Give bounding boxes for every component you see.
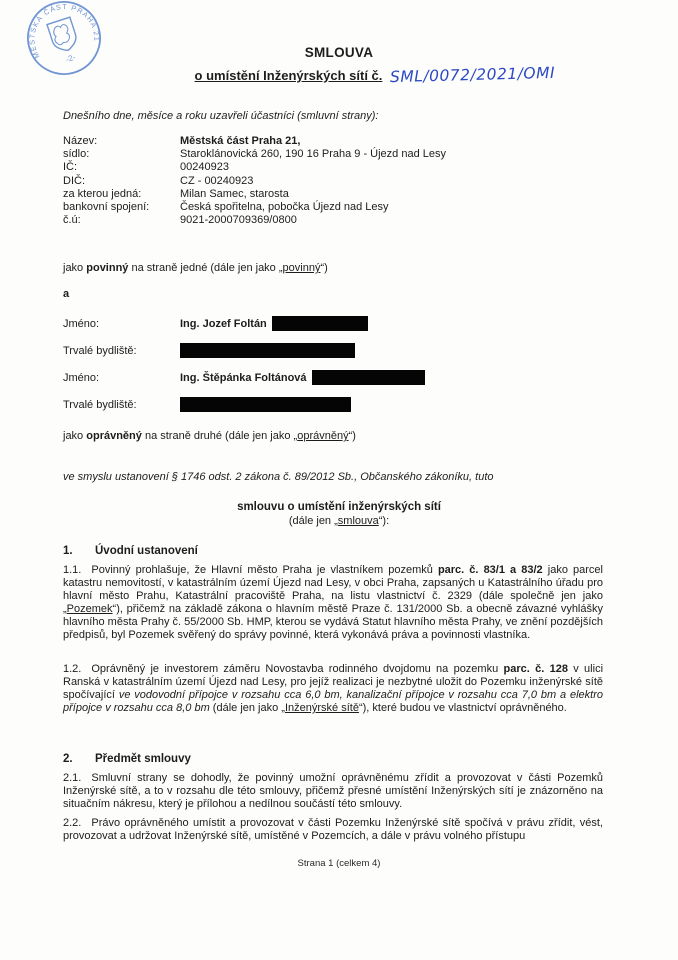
party-label: IČ: (63, 161, 78, 174)
contract-subject-title (0, 501, 678, 528)
party-label: bankovní spojení: (63, 201, 150, 214)
party-block (63, 135, 603, 227)
person-label: Trvalé bydliště: (63, 398, 137, 411)
section-number: 1. (63, 545, 73, 557)
party-label: za kterou jedná: (63, 187, 142, 200)
stamp-number: -2- (64, 52, 77, 65)
party-row-sidlo (63, 148, 603, 161)
redaction-box (312, 370, 425, 385)
party-label: č.ú: (63, 214, 81, 227)
party-value: Milan Samec, starosta (180, 187, 289, 200)
party-row-ic (63, 161, 603, 174)
party-row-dic (63, 175, 603, 188)
person-row (63, 391, 603, 418)
section-title: Úvodní ustanovení (95, 545, 198, 557)
stamp-ring-text: MĚSTSKÁ ČÁST PRAHA 21 (27, 2, 102, 60)
person-label: Trvalé bydliště: (63, 344, 137, 357)
contract-title: SMLOUVA (304, 45, 374, 60)
party-value: Městská část Praha 21, (180, 135, 301, 147)
party-label: Název: (63, 135, 98, 147)
contract-subtitle-line (0, 63, 678, 87)
section-heading-2 (63, 753, 603, 765)
clause-opravneny: jako oprávněný na straně druhé (dále jen jako „oprávněný“) (63, 430, 356, 442)
intro-line: Dnešního dne, měsíce a roku uzavřeli účastníci (smluvní strany): (63, 110, 379, 122)
paragraph-2-1: 2.1. Smluvní strany se dohodly, že povinný umožní oprávněnému zřídit a provozovat v části Pozemků Inženýrské sítě, a to v rozsahu dle této smlouvy, přičemž přesné umístění Inženýrských sítí je znázorněno na situačním nákresu, který je přílohou a nedílnou součástí této smlouvy. (63, 772, 603, 810)
subject-line1: smlouvu o umístění inženýrských sítí (237, 501, 441, 513)
party-value: 9021-2000709369/0800 (180, 214, 297, 227)
redaction-box (272, 316, 368, 331)
section-number: 2. (63, 753, 73, 765)
section-heading-1 (63, 545, 603, 557)
party-value: Česká spořitelna, pobočka Újezd nad Lesy (180, 201, 389, 214)
redaction-box (180, 343, 355, 358)
and-separator: a (63, 288, 70, 300)
paragraph-1-2: 1.2. Oprávněný je investorem záměru Novostavba rodinného dvojdomu na pozemku parc. č. 128 v ulici Ranská v katastrálním území Újezd nad Lesy, pro jejíž realizaci je nezbytné uložit do Pozemku inženýrské sítě spočívající ve vodovodní přípojce v rozsahu cca 6,0 bm, kanalizační přípojce v rozsahu cca 7,0 bm a elektro přípojce v rozsahu cca 8,0 bm (dále jen jako „Inženýrské sítě“), které budou ve vlastnictví oprávněného. (63, 663, 604, 714)
persons-block (63, 310, 603, 418)
party-value: CZ - 00240923 (180, 174, 254, 187)
contract-subtitle: o umístění Inženýrských sítí č. (194, 68, 383, 83)
person-name: Ing. Jozef Foltán (180, 317, 267, 330)
page-footer: Strana 1 (celkem 4) (297, 858, 381, 869)
party-value: 00240923 (180, 161, 229, 174)
person-row (63, 337, 603, 364)
party-label: sídlo: (63, 148, 90, 161)
person-label: Jméno: (63, 317, 100, 330)
party-row-jedna (63, 188, 603, 201)
paragraph-2-2: 2.2. Právo oprávněného umístit a provozovat v části Pozemku Inženýrské sítě spočívá v právu zřídit, vést, provozovat a udržovat Inženýrské sítě, umístěné v Pozemcích, a dále v právu volného přístupu (63, 817, 603, 842)
redaction-box (180, 397, 351, 412)
party-row-nazev (63, 135, 603, 148)
person-row (63, 310, 603, 337)
legal-preamble: ve smyslu ustanovení § 1746 odst. 2 zákona č. 89/2012 Sb., Občanského zákoníku, tuto (63, 471, 494, 483)
paragraph-1-1: 1.1. Povinný prohlašuje, že Hlavní město Praha je vlastníkem pozemků parc. č. 83/1 a 83/2 jako parcel katastru nemovitostí, v katastrálním území Újezd nad Lesy, v obci Praha, zapsaných u Katastrálního úřadu pro hlavní město Prahu, Katastrální pracoviště Praha, na listu vlastnictví č. 2329 (dále společně jen jako „Pozemek“), přičemž na základě zákona o hlavním městě Praze č. 131/2000 Sb. a obecně závazné vyhlášky hlavního města Prahy č. 55/2000 Sb. HMP, kterou se vydává Statut hlavního města Prahy, ve znění pozdějších předpisů, byl Pozemek svěřený do správy povinné, která vykonává práva a povinnosti vlastníka. (63, 564, 603, 641)
section-title: Předmět smlouvy (95, 753, 191, 765)
party-value: Staroklánovická 260, 190 16 Praha 9 - Újezd nad Lesy (180, 148, 446, 161)
person-label: Jméno: (63, 371, 100, 384)
party-row-ucet (63, 214, 603, 227)
subject-line2: (dále jen „smlouva“): (288, 514, 390, 527)
clause-povinny: jako povinný na straně jedné (dále jen jako „povinný“) (63, 262, 328, 274)
party-row-banka (63, 201, 603, 214)
person-row (63, 364, 603, 391)
contract-number-handwritten: SML/0072/2021/OMI (390, 63, 556, 87)
party-label: DIČ: (63, 174, 85, 187)
person-name: Ing. Štěpánka Foltánová (180, 371, 307, 384)
